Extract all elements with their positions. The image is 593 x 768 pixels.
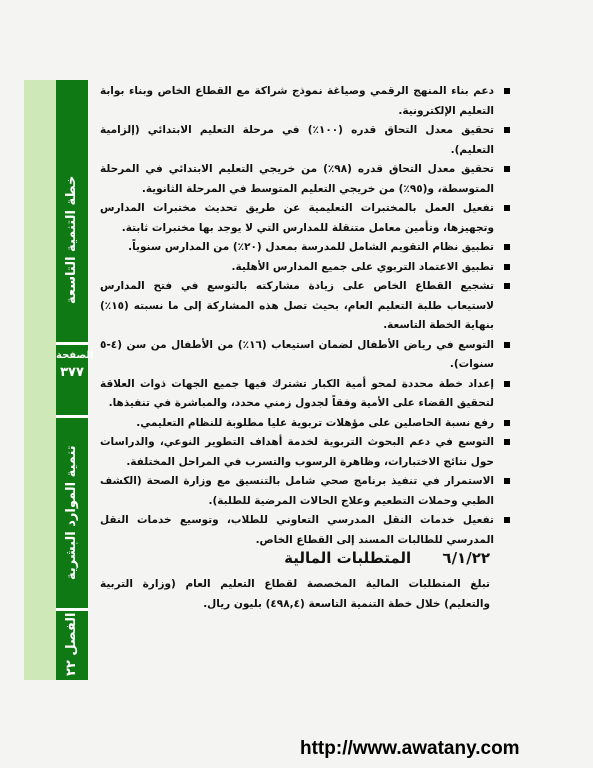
main-content bbox=[100, 82, 510, 550]
sidebar-chapter-title: الفصل ٢٢ bbox=[64, 612, 79, 676]
section-number: ٦/١/٢٢ bbox=[442, 549, 490, 567]
list-item: تحقيق معدل التحاق قدره (٩٨٪) من خريجي التعليم الابتدائي في المرحلة المتوسطة، و(٩٥٪) من خريجي التعليم المتوسط في المرحلة الثانوية. bbox=[100, 160, 510, 199]
list-item: إعداد خطة محددة لمحو أمية الكبار تشترك فيها جميع الجهات ذوات العلاقة لتحقيق القضاء على الأمية وفقاً لجدول زمني محدد، والمباشرة في تنفيذها. bbox=[100, 375, 510, 414]
sidebar-plan-title: خطة التنمية التاسعة bbox=[64, 175, 79, 305]
list-item: تحقيق معدل التحاق قدره (١٠٠٪) في مرحلة التعليم الابتدائي (إلزامية التعليم). bbox=[100, 121, 510, 160]
sidebar-light-strip bbox=[24, 80, 56, 680]
sidebar-page-label: الصفحة bbox=[56, 350, 94, 361]
section-title: المتطلبات المالية bbox=[284, 549, 412, 567]
footer-url[interactable]: http://www.awatany.com bbox=[300, 738, 520, 759]
sidebar bbox=[24, 80, 94, 680]
list-item: التوسع في دعم البحوث التربوية لخدمة أهداف التطوير النوعي، والدراسات حول نتائج الاختبارات، وظاهرة الرسوب والتسرب في المراحل المختلفة. bbox=[100, 433, 510, 472]
list-item: تشجيع القطاع الخاص على زيادة مشاركته بالتوسع في فتح المدارس لاستيعاب طلبة التعليم العام، بحيث تصل هذه المشاركة إلى ما نسبته (١٥٪) بنهاية الخطة التاسعة. bbox=[100, 277, 510, 336]
list-item: تفعيل خدمات النقل المدرسي التعاوني للطلاب، وتوسيع خدمات النقل المدرسي للطالبات المسند إلى القطاع الخاص. bbox=[100, 511, 510, 550]
sidebar-page-number: ٣٧٧ bbox=[60, 365, 84, 380]
section-heading bbox=[100, 549, 490, 567]
list-item: تطبيق الاعتماد التربوي على جميع المدارس الأهلية. bbox=[100, 258, 510, 278]
list-item: تطبيق نظام التقويم الشامل للمدرسة بمعدل (٢٠٪) من المدارس سنوياً. bbox=[100, 238, 510, 258]
list-item: التوسع في رياض الأطفال لضمان استيعاب (١٦٪) من الأطفال من سن (٤-٥ سنوات). bbox=[100, 336, 510, 375]
list-item: الاستمرار في تنفيذ برنامج صحي شامل بالتنسيق مع وزارة الصحة (الكشف الطبي وحملات التطعيم وعلاج الحالات المرضية للطلبة). bbox=[100, 472, 510, 511]
section-body: تبلغ المتطلبات المالية المخصصة لقطاع التعليم العام (وزارة التربية والتعليم) خلال خطة التنمية التاسعة (٤٩٨,٤) بليون ريال. bbox=[100, 578, 490, 610]
list-item: رفع نسبة الحاصلين على مؤهلات تربوية عليا مطلوبة للنظام التعليمي. bbox=[100, 414, 510, 434]
list-item: تفعيل العمل بالمختبرات التعليمية عن طريق تحديث مختبرات المدارس وتجهيزها، وتأمين معامل متنقلة للمدارس التي لا يوجد بها مختبرات ثابتة. bbox=[100, 199, 510, 238]
list-item: دعم بناء المنهج الرقمي وصياغة نموذج شراكة مع القطاع الخاص وبناء بوابة التعليم الإلكترونية. bbox=[100, 82, 510, 121]
bullet-list bbox=[100, 82, 510, 550]
sidebar-sector-title: تنمية الموارد البشرية bbox=[64, 445, 79, 580]
